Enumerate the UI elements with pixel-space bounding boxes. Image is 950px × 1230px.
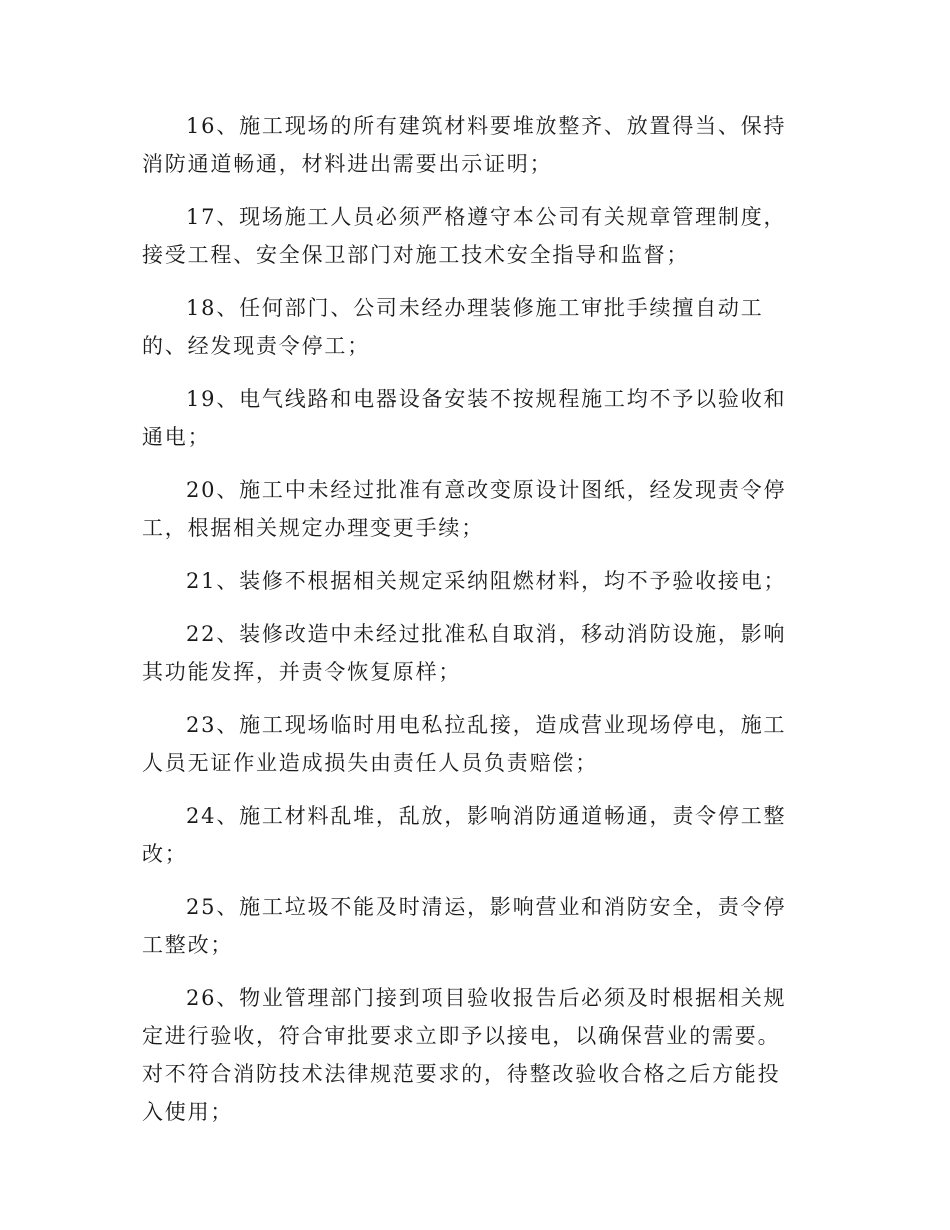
document-body (142, 107, 794, 1146)
paragraph-25: 25、施工垃圾不能及时清运，影响营业和消防安全，责令停工整改； (142, 895, 787, 957)
paragraph-16: 16、施工现场的所有建筑材料要堆放整齐、放置得当、保持消防通道畅通，材料进出需要出示证明； (142, 114, 787, 176)
paragraph-17: 17、现场施工人员必须严格遵守本公司有关规章管理制度，接受工程、安全保卫部门对施工技术安全指导和监督； (142, 205, 787, 267)
paragraph-21: 21、装修不根据相关规定采纳阻燃材料，均不予验收接电； (186, 569, 787, 593)
paragraph-22: 22、装修改造中未经过批准私自取消，移动消防设施，影响其功能发挥，并责令恢复原样； (142, 622, 787, 684)
paragraph-24: 24、施工材料乱堆，乱放，影响消防通道畅通，责令停工整改； (142, 804, 787, 866)
paragraph-19: 19、电气线路和电器设备安装不按规程施工均不予以验收和通电； (142, 387, 787, 449)
paragraph-23: 23、施工现场临时用电私拉乱接，造成营业现场停电，施工人员无证作业造成损失由责任人员负责赔偿； (142, 713, 787, 775)
paragraph-18: 18、任何部门、公司未经办理装修施工审批手续擅自动工的、经发现责令停工； (142, 296, 764, 358)
paragraph-20: 20、施工中未经过批准有意改变原设计图纸，经发现责令停工，根据相关规定办理变更手续； (142, 478, 787, 540)
paragraph-26: 26、物业管理部门接到项目验收报告后必须及时根据相关规定进行验收，符合审批要求立即予以接电，以确保营业的需要。对不符合消防技术法律规范要求的，待整改验收合格之后方能投入使用； (142, 986, 787, 1124)
